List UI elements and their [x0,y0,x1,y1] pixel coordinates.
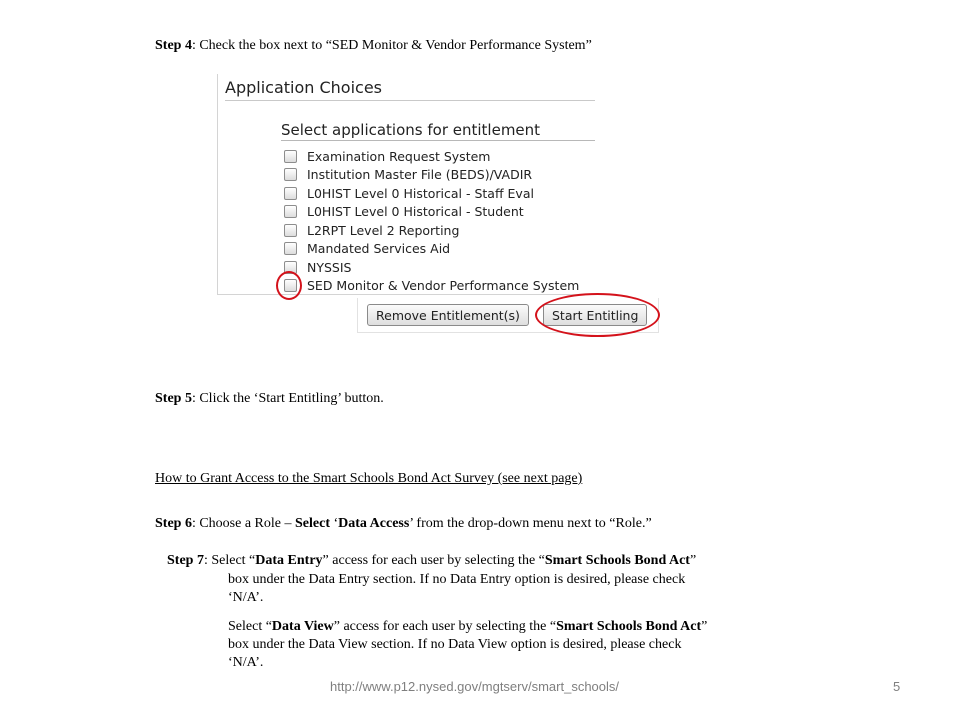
step7-continuation [228,571,685,607]
list-item [284,277,579,296]
page-number: 5 [893,679,901,694]
application-choices-panel [217,74,595,295]
step6-text-1: : Choose a Role – [191,516,295,531]
list-item [284,147,579,166]
application-list [284,147,579,295]
list-item [284,203,579,222]
dataview-text-1: Select “ [228,619,272,634]
app-checkbox-l0hist-staff-eval[interactable] [284,187,297,200]
dataview-data-view: Data View [271,619,334,634]
data-view-instruction [228,618,707,672]
step5-label: Step 5 [155,391,192,406]
step7-ssba: Smart Schools Bond Act [544,553,690,568]
step4-label: Step 4 [155,38,192,53]
app-label: Institution Master File (BEDS)/VADIR [307,167,533,183]
step5-instruction [155,391,384,407]
app-checkbox-institution-master-file[interactable] [284,168,297,181]
dataview-text-2: ” access for each user by selecting the “ [333,619,557,634]
panel-title: Application Choices [225,78,595,101]
list-item [284,184,579,203]
app-label: Mandated Services Aid [307,241,451,257]
step7-text-1: : Select “ [203,553,256,568]
app-checkbox-mandated-services-aid[interactable] [284,242,297,255]
dataview-line-3: ‘N/A’. [228,655,264,670]
dataview-line-1 [228,618,707,636]
list-item [284,240,579,259]
app-label: L2RPT Level 2 Reporting [307,222,460,238]
step5-text: : Click the ‘Start Entitling’ button. [191,391,384,406]
step6-data-access: Data Access [338,516,410,531]
app-label: NYSSIS [307,259,352,275]
step7-instruction [167,553,696,569]
app-label: SED Monitor & Vendor Performance System [307,278,580,294]
step4-text: : Check the box next to “SED Monitor & Vendor Performance System” [191,38,592,53]
step6-label: Step 6 [155,516,192,531]
list-item [284,221,579,240]
dataview-text-3: ” [701,619,708,634]
dataview-ssba: Smart Schools Bond Act [556,619,702,634]
step7-label: Step 7 [167,553,204,568]
howto-heading: How to Grant Access to the Smart Schools Bond Act Survey (see next page) [155,471,583,486]
app-label: L0HIST Level 0 Historical - Student [307,204,524,220]
step7-line-3: ‘N/A’. [228,590,264,605]
apps-heading: Select applications for entitlement [281,121,595,141]
start-entitling-button[interactable]: Start Entitling [543,304,647,326]
app-label: Examination Request System [307,148,491,164]
dataview-line-2: box under the Data View section. If no Data View option is desired, please check [228,637,682,652]
button-highlight-circle [535,293,660,337]
app-checkbox-examination-request[interactable] [284,150,297,163]
app-checkbox-l2rpt[interactable] [284,224,297,237]
step7-data-entry: Data Entry [255,553,323,568]
footer-url: http://www.p12.nysed.gov/mgtserv/smart_schools/ [330,679,620,694]
step6-instruction [155,516,652,532]
step4-instruction [155,38,592,54]
list-item [284,258,579,277]
step7-text-3: ” [689,553,697,568]
step6-text-3: ’ from the drop-down menu next to “Role.” [409,516,652,531]
checkbox-highlight-circle [276,271,302,300]
step6-text-2: ‘ [329,516,339,531]
app-checkbox-l0hist-student[interactable] [284,205,297,218]
list-item [284,166,579,185]
remove-entitlements-button[interactable]: Remove Entitlement(s) [367,304,529,326]
step6-select: Select [295,516,330,531]
app-label: L0HIST Level 0 Historical - Staff Eval [307,185,534,201]
step7-line-2: box under the Data Entry section. If no Data Entry option is desired, please check [228,572,686,587]
step7-text-2: ” access for each user by selecting the “ [322,553,545,568]
